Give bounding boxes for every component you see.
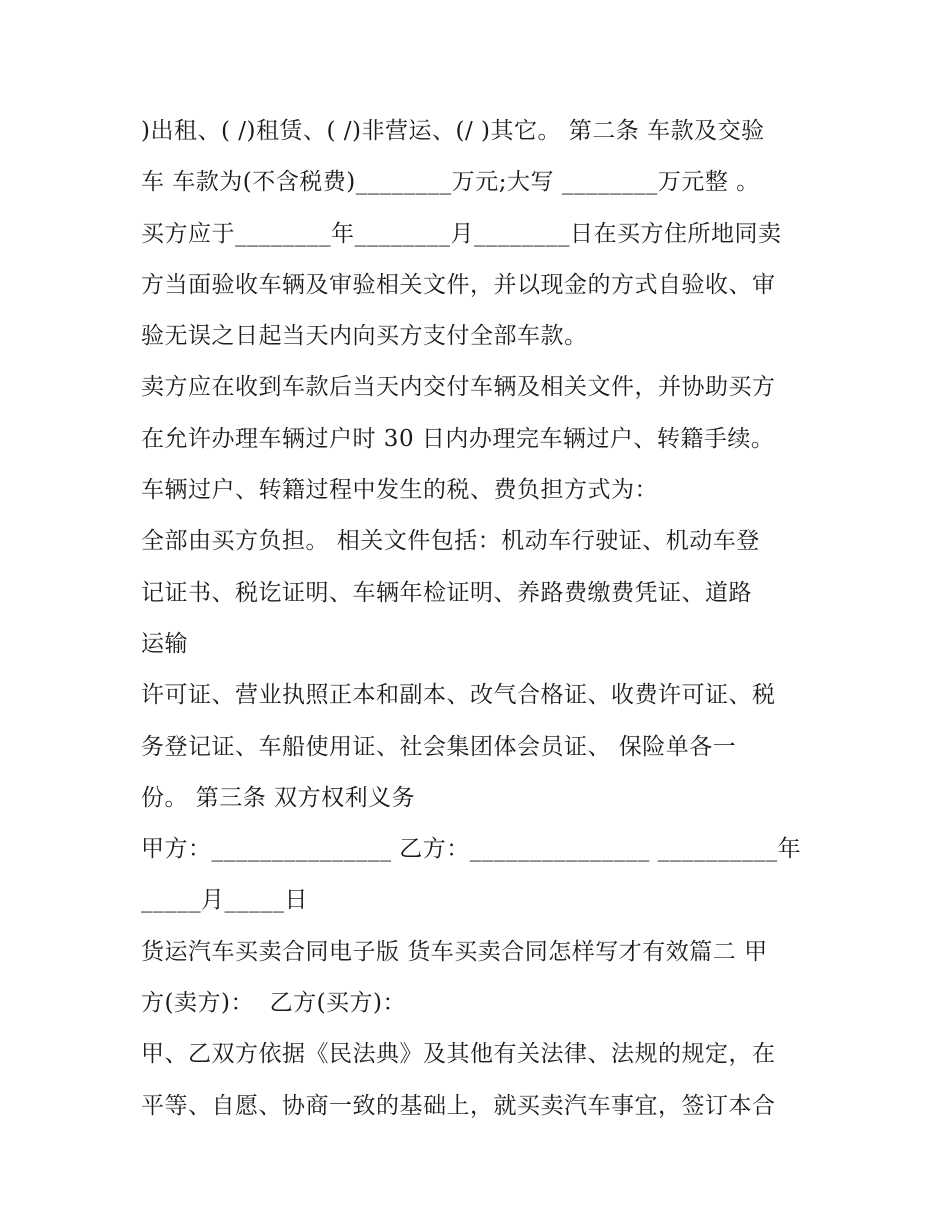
- text-line: 甲、乙双方依据《民法典》及其他有关法律、法规的规定，在: [141, 1041, 776, 1068]
- text-line: 在允许办理车辆过户时 30 日内办理完车辆过户、转籍手续。: [141, 425, 775, 452]
- section-heading-line: 货运汽车买卖合同电子版 货车买卖合同怎样写才有效篇二 甲: [141, 938, 768, 965]
- text-line: 运输: [141, 630, 188, 657]
- text-line: )出租、( /)租赁、( /)非营运、(/ )其它。 第二条 车款及交验: [141, 118, 765, 144]
- date-line: _____月_____日: [141, 887, 308, 914]
- text-line: 卖方应在收到车款后当天内交付车辆及相关文件，并协助买方: [141, 374, 776, 401]
- text-line: 份。 第三条 双方权利义务: [141, 784, 416, 811]
- text-line: 许可证、营业执照正本和副本、改气合格证、收费许可证、税: [141, 682, 776, 709]
- text-line: 务登记证、车船使用证、社会集团体会员证、 保险单各一: [141, 733, 737, 760]
- text-line: 方当面验收车辆及审验相关文件，并以现金的方式自验收、审: [141, 271, 776, 298]
- signature-line: 甲方：_______________ 乙方：_______________ __________年: [141, 836, 802, 863]
- text-line: 车辆过户、转籍过程中发生的税、费负担方式为：: [141, 477, 658, 504]
- text-line: 全部由买方负担。 相关文件包括：机动车行驶证、机动车登: [141, 528, 760, 555]
- text-line: 买方应于________年________月________日在买方住所地同卖: [141, 220, 782, 247]
- document-body: [141, 106, 821, 1132]
- text-line: 记证书、税讫证明、车辆年检证明、养路费缴费凭证、道路: [141, 579, 752, 606]
- text-line: 车 车款为(不含税费)________万元;大写 ________万元整 。: [141, 169, 760, 196]
- parties-line: 方(卖方)： 乙方(买方)：: [141, 990, 407, 1017]
- text-line: 验无误之日起当天内向买方支付全部车款。: [141, 323, 588, 350]
- text-line: 平等、自愿、协商一致的基础上，就买卖汽车事宜，签订本合: [141, 1092, 776, 1119]
